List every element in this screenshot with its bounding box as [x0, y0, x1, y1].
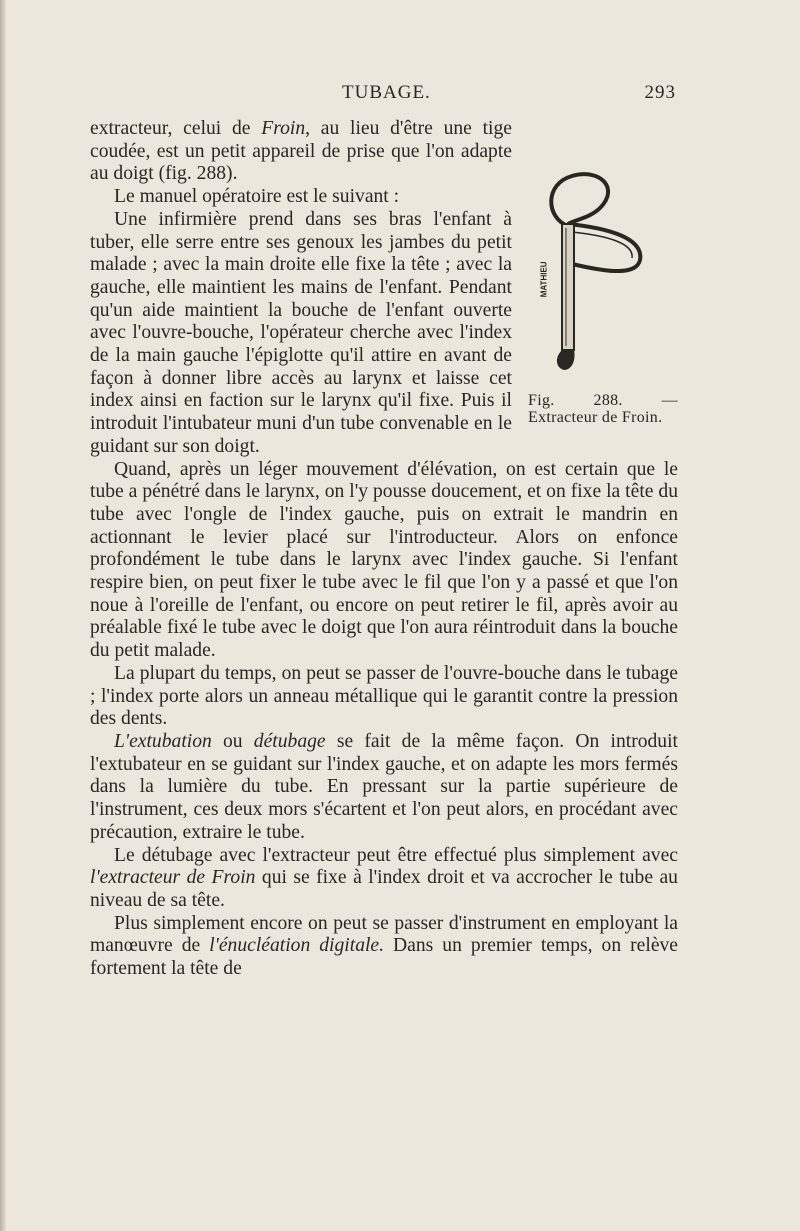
text-run: qui se fixe à l'index droit et va accrocher le tube au niveau de sa tête. [90, 867, 678, 911]
paragraph [90, 731, 678, 845]
page-binding-edge [0, 0, 6, 1231]
text-run: ou [211, 730, 254, 752]
italic-term: l'extracteur de Froin [90, 867, 256, 889]
paragraph [90, 459, 678, 663]
text-run: Une infirmière prend dans ses bras l'enfant à tuber, elle serre entre ses genoux les jambes du petit malade ; avec la main droite elle fixe la tête ; avec la gauche, elle maintient les mains de l'enfant. Pendant qu'un aide maintient la bouche de l'enfant ouverte avec l'ouvre-bouche, l'opérateur cherche avec l'index de la main gauche l'épiglotte qu'il attire en avant de façon à donner libre accès au larynx et laisse cet index ainsi en faction sur le larynx qu'il fixe. Puis il introduit l'intubateur muni d'un tube convenable en le guidant sur son doigt. [90, 208, 512, 457]
paragraph [90, 845, 678, 913]
text-run: Le manuel opératoire est le suivant : [114, 186, 400, 208]
text-run: extracteur, celui de [90, 118, 262, 139]
text-run: Dans un premier temps, on relève fortement la tête de [90, 935, 679, 980]
page-number: 293 [644, 82, 676, 103]
body-text [90, 118, 678, 981]
maker-mark [538, 240, 552, 310]
text-run: Le détubage avec l'extracteur peut être effectué plus simplement avec [114, 844, 678, 866]
text-run: Quand, après un léger mouvement d'élévation, on est certain que le tube a pénétré dans le larynx, on l'y pousse doucement, et on fixe la tête du tube avec l'ongle de l'index gauche, puis on extrait le mandrin en actionnant le levier placé sur l'introducteur. Alors on enfonce profondément le tube dans le larynx avec l'index gauche. Si l'enfant respire bien, on peut fixer le tube avec le fil que l'on y a passé et que l'on noue à l'oreille de l'enfant, ou encore on peut retirer le fil, après avoir au préalable fixé le tube avec le doigt que l'on aura réintroduit dans la bouche du petit malade. [90, 458, 678, 662]
italic-term: Froin [261, 118, 306, 139]
italic-term: détubage [253, 730, 326, 752]
text-run: , au lieu d'être une tige coudée, est un petit appareil de prise que l'on adapte au doigt (fig. 288). [90, 118, 512, 185]
italic-term: L'extubation [114, 730, 212, 752]
running-header [90, 82, 680, 106]
paragraph [90, 913, 678, 981]
paragraph [90, 663, 678, 731]
maker-label: MATHIEU [539, 261, 549, 298]
text-run: Plus simplement encore on peut se passer d'instrument en employant la manœuvre de [90, 912, 678, 957]
text-run: se fait de la même façon. On introduit l'extubateur en se guidant sur l'index gauche, et on adapte les mors fermés dans la lumière du tube. En pressant sur la partie supérieure de l'instrument, ces deux mors s'écartent et l'on peut alors, en procédant avec précaution, extraire le tube. [90, 730, 678, 843]
text-run: La plupart du temps, on peut se passer de l'ouvre-bouche dans le tubage ; l'index porte alors un anneau métallique qui le garantit contre la pression des dents. [90, 662, 678, 730]
italic-term: l'énucléation digitale. [209, 935, 385, 957]
running-title: TUBAGE. [342, 82, 431, 103]
figure-288 [528, 122, 678, 454]
figure-caption: Fig. 288. — Extracteur de Froin. [528, 392, 678, 426]
